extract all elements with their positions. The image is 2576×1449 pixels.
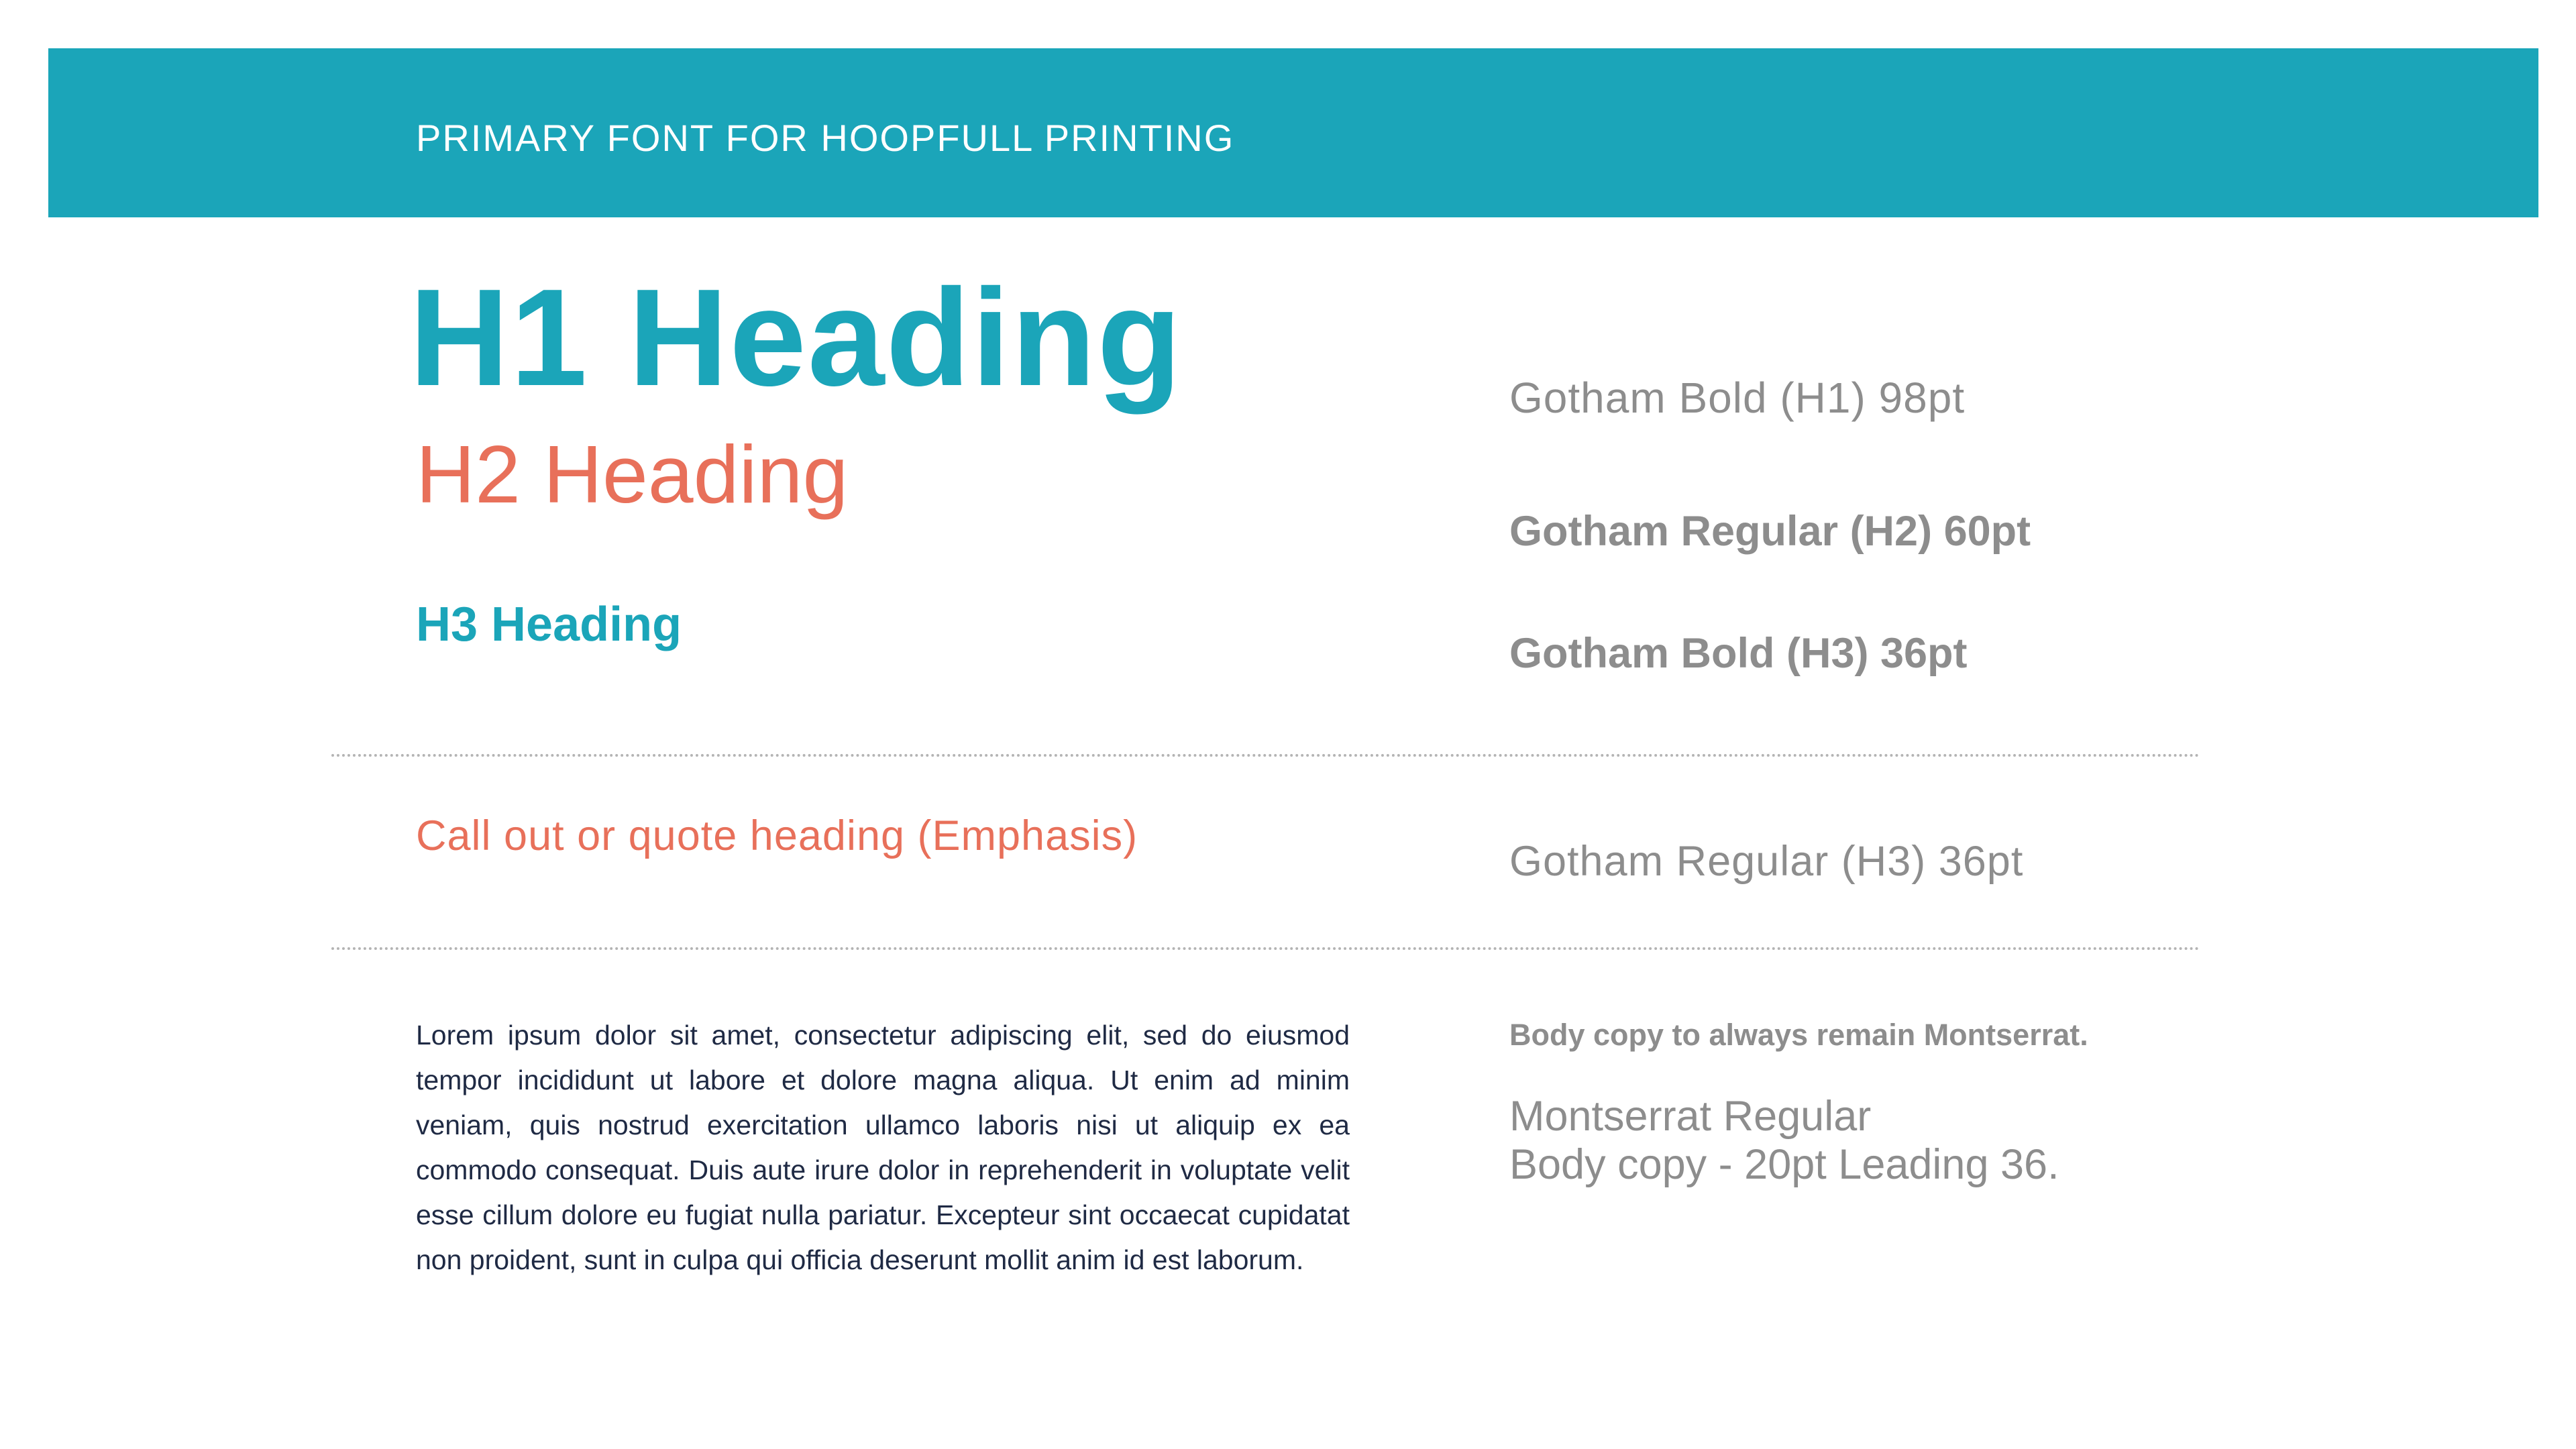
callout-heading-sample: Call out or quote heading (Emphasis) xyxy=(416,812,1138,859)
body-spec-line-1: Montserrat Regular xyxy=(1509,1093,1872,1140)
section-divider-bottom xyxy=(331,947,2200,950)
h2-heading-sample: H2 Heading xyxy=(416,429,849,520)
body-copy-sample: Lorem ipsum dolor sit amet, consectetur adipiscing elit, sed do eiusmod tempor incididunt ut labore et dolore magna aliqua. Ut enim ad minim veniam, quis nostrud exercitation ullamco laboris nisi ut aliquip ex ea commodo consequat. Duis aute irure dolor in reprehenderit in voluptate velit esse cillum dolore eu fugiat nulla pariatur. Excepteur sint occaecat cupidatat non proident, sunt in culpa qui officia deserunt mollit anim id est laborum. xyxy=(416,1020,1350,1275)
body-font-spec xyxy=(1509,1092,2059,1189)
h2-font-spec: Gotham Regular (H2) 60pt xyxy=(1509,508,2031,555)
section-divider-top xyxy=(331,754,2200,757)
body-copy-note: Body copy to always remain Montserrat. xyxy=(1509,1018,2088,1052)
h1-heading-sample: H1 Heading xyxy=(409,260,1183,415)
callout-font-spec: Gotham Regular (H3) 36pt xyxy=(1509,838,2024,885)
body-spec-line-2: Body copy - 20pt Leading 36. xyxy=(1509,1141,2059,1188)
banner-title: PRIMARY FONT FOR HOOPFULL PRINTING xyxy=(416,117,1235,159)
h3-font-spec: Gotham Bold (H3) 36pt xyxy=(1509,630,1968,677)
h3-heading-sample: H3 Heading xyxy=(416,598,682,651)
header-banner xyxy=(48,48,2538,217)
h1-font-spec: Gotham Bold (H1) 98pt xyxy=(1509,374,1966,422)
